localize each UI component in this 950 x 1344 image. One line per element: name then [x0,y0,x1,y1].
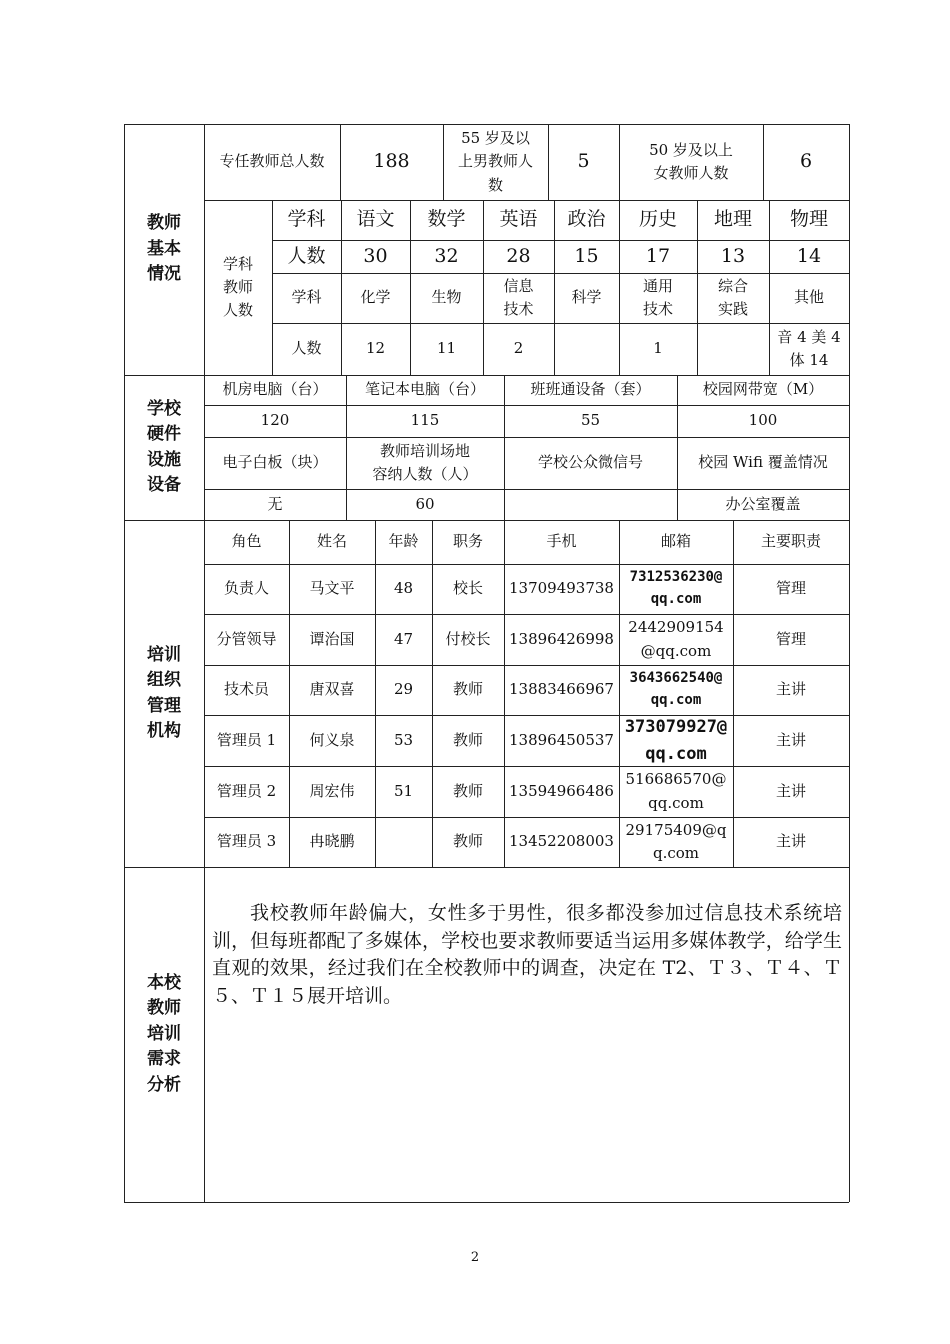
male55-label: 55 岁及以 上男教师人 数 [457,129,533,194]
org-header-cell: 角色 [231,532,262,551]
hardware-h2-cell: 教师培训场地 容纳人数（人） [372,441,478,483]
hardware-h2-cell: 电子白板（块） [222,453,328,472]
subject-row2-cell: 13 [720,244,746,267]
hardware-h1-cell: 机房电脑（台） [222,380,328,399]
section-teacher-basic: 教师 基本 情况 [147,213,181,285]
org-cell: 教师 [452,680,483,699]
org-cell: 主讲 [775,832,806,851]
org-cell: 马文平 [309,579,355,598]
section-needs-analysis: 本校 教师 培训 需求 分析 [147,972,181,1095]
total-teachers-value: 188 [373,150,410,173]
org-header-cell: 邮箱 [660,532,691,551]
subject-row2-cell: 人数 [287,244,326,267]
female50-label: 50 岁及以上 女教师人数 [649,140,733,182]
table-rule [849,124,850,1202]
org-cell: 分管领导 [216,629,277,648]
org-cell: 13709493738 [509,579,614,598]
org-cell: 管理 [775,629,806,648]
org-cell: 冉晓鹏 [309,832,355,851]
subject-row3-cell: 科学 [571,288,602,307]
org-cell: 48 [393,579,414,598]
subject-row1-cell: 物理 [789,208,828,231]
needs-analysis-text: 我校教师年龄偏大，女性多于男性，很多都没参加过信息技术系统培训，但每班都配了多媒体，学校也要求教师要适当运用多媒体教学，给学生直观的效果，经过我们在全校教师中的调查，决定在 T2、Ｔ３、Ｔ４、Ｔ５、Ｔ１５展开培训。 [212,902,842,1007]
org-cell: 何义泉 [309,730,355,749]
org-cell [375,817,432,867]
hardware-h1-cell: 校园网带宽（M） [702,380,824,399]
org-cell: 教师 [452,832,483,851]
subject-teachers-label: 学科 教师 人数 [222,254,253,320]
org-cell: 13896450537 [509,730,614,749]
email-cell: 373079927@ qq.com [624,717,728,764]
org-cell: 唐双喜 [309,680,355,699]
org-header-cell: 姓名 [316,532,347,551]
subject-row1-cell: 语文 [356,208,395,231]
hardware-h2-cell: 校园 Wifi 覆盖情况 [698,453,828,472]
org-cell: 周宏伟 [309,781,355,800]
org-cell: 校长 [452,579,483,598]
subject-row4-cell: 1 [653,339,663,358]
hardware-v2-cell [504,489,677,520]
hardware-v2-cell: 无 [267,494,283,513]
subject-row1-cell: 数学 [427,208,466,231]
org-cell: 管理员 3 [216,832,277,851]
subject-row2-cell: 15 [574,244,599,267]
hardware-v1-cell: 115 [410,411,440,430]
subject-row2-cell: 14 [796,244,822,267]
org-cell: 负责人 [223,579,269,598]
org-cell: 主讲 [775,680,806,699]
subject-row2-cell: 28 [506,244,531,267]
org-cell: 付校长 [445,629,491,648]
hardware-v2-cell: 60 [415,494,435,513]
email-cell: 516686570@ qq.com [625,770,727,812]
subject-row3-cell: 信息 技术 [503,276,534,318]
org-header-cell: 手机 [546,532,577,551]
subject-row2-cell: 32 [434,244,459,267]
org-cell: 技术员 [223,680,269,699]
org-cell: 管理员 1 [216,730,277,749]
subject-row1-cell: 学科 [287,208,326,231]
total-teachers-label: 专任教师总人数 [219,152,325,171]
subject-row2-cell: 17 [645,244,671,267]
subject-row4-cell: 2 [513,339,524,358]
section-training-org: 培训 组织 管理 机构 [147,644,181,741]
org-header-cell: 职务 [452,532,483,551]
hardware-h1-cell: 班班通设备（套） [530,380,651,399]
hardware-v1-cell: 120 [260,411,290,430]
org-cell: 47 [393,629,414,648]
email-cell: 2442909154 @qq.com [628,618,724,660]
subject-row3-cell: 化学 [360,288,391,307]
org-cell: 谭治国 [309,629,355,648]
subject-row3-cell: 学科 [291,288,322,307]
subject-row3-cell: 生物 [431,288,462,307]
email-cell: 29175409@q q.com [625,820,727,862]
org-cell: 教师 [452,730,483,749]
org-cell: 主讲 [775,730,806,749]
subject-row1-cell: 政治 [567,208,606,231]
hardware-v1-cell: 55 [580,411,601,430]
org-header-cell: 年龄 [388,532,419,551]
subject-row4-cell: 12 [365,339,386,358]
subject-row1-cell: 地理 [713,208,752,231]
org-cell: 13896426998 [509,629,614,648]
org-cell: 管理 [775,579,806,598]
org-cell: 教师 [452,781,483,800]
email-cell: 7312536230@ qq.com [629,569,723,607]
subject-row3-cell: 其他 [793,288,824,307]
hardware-h1-cell: 笔记本电脑（台） [364,380,485,399]
subject-row4-cell [697,323,769,375]
org-cell: 53 [393,730,414,749]
subject-row4-cell [554,323,619,375]
org-cell: 13594966486 [509,781,614,800]
subject-row4-cell: 11 [436,339,457,358]
subject-row4-cell: 人数 [291,339,322,358]
subject-row1-cell: 英语 [499,208,538,231]
org-cell: 29 [393,680,414,699]
subject-row2-cell: 30 [363,244,388,267]
email-cell: 3643662540@ qq.com [629,670,723,708]
female50-value: 6 [799,150,813,173]
table-rule [124,1202,849,1203]
org-cell: 13452208003 [509,832,614,851]
subject-row4-cell: 音 4 美 4 体 14 [777,327,841,369]
hardware-v1-cell: 100 [748,411,778,430]
org-cell: 13883466967 [509,680,614,699]
hardware-v2-cell: 办公室覆盖 [725,494,801,513]
hardware-h2-cell: 学校公众微信号 [537,453,643,472]
section-hardware: 学校 硬件 设施 设备 [147,398,181,495]
org-cell: 51 [393,781,414,800]
subject-row3-cell: 综合 实践 [717,276,748,318]
table-rule [124,867,849,868]
subject-row1-cell: 历史 [638,208,677,231]
page-number: 2 [470,1250,480,1265]
subject-row3-cell: 通用 技术 [642,276,673,318]
org-cell: 主讲 [775,781,806,800]
org-cell: 管理员 2 [216,781,277,800]
male55-value: 5 [577,150,590,173]
org-header-cell: 主要职责 [760,532,821,551]
